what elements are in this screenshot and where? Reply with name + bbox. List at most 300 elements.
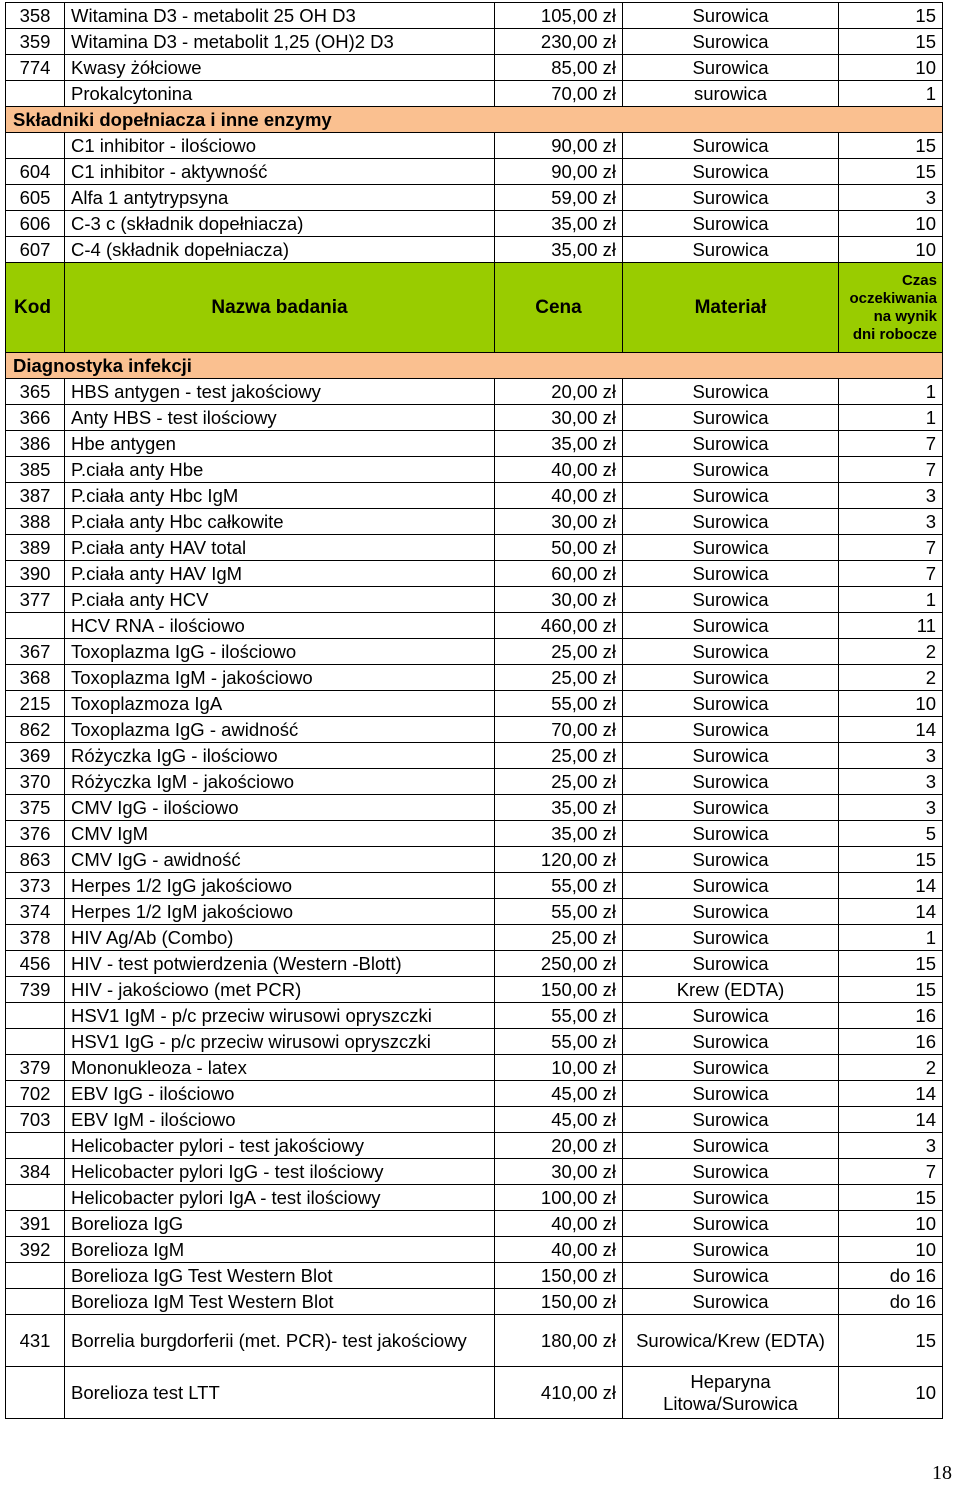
cell-time: 5 — [839, 821, 943, 847]
column-header-row — [6, 263, 943, 353]
cell-price: 35,00 zł — [495, 237, 623, 263]
cell-name: Alfa 1 antytrypsyna — [65, 185, 495, 211]
cell-time: 14 — [839, 873, 943, 899]
cell-time: 14 — [839, 1081, 943, 1107]
cell-material: Surowica — [623, 1289, 839, 1315]
cell-name: Toxoplazma IgM - jakościowo — [65, 665, 495, 691]
cell-price: 30,00 zł — [495, 509, 623, 535]
cell-time: 7 — [839, 561, 943, 587]
cell-material: Surowica — [623, 55, 839, 81]
cell-name: Borelioza IgM Test Western Blot — [65, 1289, 495, 1315]
table-row — [6, 1159, 943, 1185]
cell-name: Mononukleoza - latex — [65, 1055, 495, 1081]
cell-name: C1 inhibitor - aktywność — [65, 159, 495, 185]
cell-name: Hbe antygen — [65, 431, 495, 457]
cell-price: 25,00 zł — [495, 639, 623, 665]
table-row — [6, 1081, 943, 1107]
cell-name: Toxoplazma IgG - awidność — [65, 717, 495, 743]
cell-material: Surowica — [623, 379, 839, 405]
cell-kod — [6, 1289, 65, 1315]
cell-price: 55,00 zł — [495, 899, 623, 925]
cell-material: Surowica — [623, 769, 839, 795]
cell-time: 3 — [839, 743, 943, 769]
cell-name: CMV IgG - ilościowo — [65, 795, 495, 821]
table-row — [6, 847, 943, 873]
cell-material: Surowica — [623, 873, 839, 899]
table-row — [6, 821, 943, 847]
cell-price: 45,00 zł — [495, 1107, 623, 1133]
cell-time: 10 — [839, 211, 943, 237]
table-row — [6, 1029, 943, 1055]
cell-name: P.ciała anty Hbc IgM — [65, 483, 495, 509]
table-row — [6, 691, 943, 717]
cell-material: Surowica — [623, 951, 839, 977]
table-row — [6, 509, 943, 535]
table-row — [6, 1003, 943, 1029]
header-time-line4: dni robocze — [852, 325, 937, 343]
table-row — [6, 1107, 943, 1133]
cell-kod: 377 — [6, 587, 65, 613]
cell-price: 50,00 zł — [495, 535, 623, 561]
cell-material: Surowica — [623, 405, 839, 431]
cell-kod: 378 — [6, 925, 65, 951]
cell-name: P.ciała anty HAV total — [65, 535, 495, 561]
cell-price: 40,00 zł — [495, 483, 623, 509]
rows-complement-group — [6, 133, 943, 263]
cell-kod: 388 — [6, 509, 65, 535]
cell-material: Surowica — [623, 1237, 839, 1263]
cell-price: 55,00 zł — [495, 1029, 623, 1055]
cell-material: Surowica — [623, 1185, 839, 1211]
cell-time: 15 — [839, 951, 943, 977]
table-row — [6, 977, 943, 1003]
table-row — [6, 1315, 943, 1367]
table-row — [6, 379, 943, 405]
cell-time: 11 — [839, 613, 943, 639]
cell-time: 15 — [839, 1185, 943, 1211]
cell-name: HBS antygen - test jakościowy — [65, 379, 495, 405]
cell-time: do 16 — [839, 1263, 943, 1289]
table-row — [6, 535, 943, 561]
table-row — [6, 3, 943, 29]
cell-time: 1 — [839, 587, 943, 613]
table-row — [6, 237, 943, 263]
cell-name: Herpes 1/2 IgG jakościowo — [65, 873, 495, 899]
cell-name: C-3 c (składnik dopełniacza) — [65, 211, 495, 237]
cell-price: 35,00 zł — [495, 795, 623, 821]
cell-time: 1 — [839, 379, 943, 405]
cell-kod: 374 — [6, 899, 65, 925]
cell-name: Kwasy żółciowe — [65, 55, 495, 81]
cell-price: 85,00 zł — [495, 55, 623, 81]
cell-material: Surowica — [623, 899, 839, 925]
cell-material: Surowica — [623, 1107, 839, 1133]
cell-material: Surowica — [623, 847, 839, 873]
table-row — [6, 211, 943, 237]
cell-name: HIV Ag/Ab (Combo) — [65, 925, 495, 951]
cell-material: Surowica — [623, 639, 839, 665]
cell-price: 35,00 zł — [495, 211, 623, 237]
cell-name: CMV IgG - awidność — [65, 847, 495, 873]
cell-kod: 431 — [6, 1315, 65, 1367]
cell-material: Surowica — [623, 587, 839, 613]
cell-material: Surowica — [623, 237, 839, 263]
cell-name: Helicobacter pylori - test jakościowy — [65, 1133, 495, 1159]
cell-material: Surowica — [623, 821, 839, 847]
cell-time: 7 — [839, 1159, 943, 1185]
cell-kod: 375 — [6, 795, 65, 821]
cell-price: 40,00 zł — [495, 1237, 623, 1263]
cell-material: Surowica — [623, 1003, 839, 1029]
cell-time: 3 — [839, 185, 943, 211]
table-row — [6, 639, 943, 665]
cell-price: 25,00 zł — [495, 925, 623, 951]
cell-kod: 379 — [6, 1055, 65, 1081]
cell-kod — [6, 1263, 65, 1289]
cell-material: Surowica — [623, 431, 839, 457]
cell-time: 15 — [839, 847, 943, 873]
cell-kod: 863 — [6, 847, 65, 873]
rows-infection-group — [6, 379, 943, 1315]
cell-time: 16 — [839, 1003, 943, 1029]
cell-time: 7 — [839, 431, 943, 457]
cell-time: do 16 — [839, 1289, 943, 1315]
cell-kod: 373 — [6, 873, 65, 899]
cell-time: 14 — [839, 899, 943, 925]
cell-name: HIV - jakościowo (met PCR) — [65, 977, 495, 1003]
cell-material: Surowica — [623, 29, 839, 55]
table-row — [6, 1133, 943, 1159]
cell-material: Surowica — [623, 743, 839, 769]
cell-kod: 387 — [6, 483, 65, 509]
cell-price: 25,00 zł — [495, 743, 623, 769]
cell-material: Surowica — [623, 509, 839, 535]
cell-price: 120,00 zł — [495, 847, 623, 873]
cell-name: Witamina D3 - metabolit 25 OH D3 — [65, 3, 495, 29]
cell-material: Surowica — [623, 211, 839, 237]
cell-name: P.ciała anty Hbe — [65, 457, 495, 483]
cell-material: Surowica — [623, 795, 839, 821]
table-row — [6, 899, 943, 925]
table-row — [6, 55, 943, 81]
cell-name: Borrelia burgdorferii (met. PCR)- test jakościowy — [65, 1315, 495, 1367]
table-row — [6, 1185, 943, 1211]
table-row — [6, 665, 943, 691]
cell-price: 90,00 zł — [495, 133, 623, 159]
table-row — [6, 795, 943, 821]
cell-name: HSV1 IgG - p/c przeciw wirusowi opryszczki — [65, 1029, 495, 1055]
cell-price: 30,00 zł — [495, 587, 623, 613]
cell-kod: 862 — [6, 717, 65, 743]
cell-kod — [6, 1367, 65, 1419]
cell-kod: 359 — [6, 29, 65, 55]
cell-material: Surowica — [623, 185, 839, 211]
cell-material: Surowica — [623, 665, 839, 691]
cell-price: 25,00 zł — [495, 769, 623, 795]
cell-price: 35,00 zł — [495, 431, 623, 457]
table-row — [6, 717, 943, 743]
cell-kod: 774 — [6, 55, 65, 81]
cell-price: 45,00 zł — [495, 1081, 623, 1107]
cell-time: 7 — [839, 457, 943, 483]
cell-kod: 389 — [6, 535, 65, 561]
cell-price: 20,00 zł — [495, 1133, 623, 1159]
table-row — [6, 1237, 943, 1263]
cell-material: Surowica — [623, 133, 839, 159]
cell-time: 2 — [839, 665, 943, 691]
cell-name: Anty HBS - test ilościowy — [65, 405, 495, 431]
cell-material: Surowica — [623, 717, 839, 743]
table-row — [6, 159, 943, 185]
cell-name: HCV RNA - ilościowo — [65, 613, 495, 639]
cell-material: Surowica — [623, 1081, 839, 1107]
cell-kod: 370 — [6, 769, 65, 795]
cell-material: Surowica — [623, 561, 839, 587]
cell-time: 10 — [839, 691, 943, 717]
cell-kod — [6, 1003, 65, 1029]
cell-kod: 607 — [6, 237, 65, 263]
cell-kod — [6, 1133, 65, 1159]
section-title: Diagnostyka infekcji — [6, 353, 943, 379]
cell-kod: 376 — [6, 821, 65, 847]
cell-kod — [6, 81, 65, 107]
cell-time: 3 — [839, 483, 943, 509]
cell-time: 2 — [839, 639, 943, 665]
cell-time: 16 — [839, 1029, 943, 1055]
cell-material: Surowica — [623, 159, 839, 185]
table-row — [6, 613, 943, 639]
cell-kod: 702 — [6, 1081, 65, 1107]
cell-price: 100,00 zł — [495, 1185, 623, 1211]
header-time-line1: Czas — [901, 271, 937, 289]
table-row — [6, 81, 943, 107]
cell-price: 30,00 zł — [495, 1159, 623, 1185]
cell-material: Surowica — [623, 535, 839, 561]
cell-name: Różyczka IgM - jakościowo — [65, 769, 495, 795]
cell-name: Toxoplazma IgG - ilościowo — [65, 639, 495, 665]
column-header-group — [6, 263, 943, 379]
table-row — [6, 483, 943, 509]
cell-time: 1 — [839, 81, 943, 107]
cell-material: Surowica — [623, 1263, 839, 1289]
cell-name: Prokalcytonina — [65, 81, 495, 107]
cell-kod — [6, 1185, 65, 1211]
cell-name: Borelioza IgM — [65, 1237, 495, 1263]
cell-kod — [6, 1029, 65, 1055]
cell-kod: 390 — [6, 561, 65, 587]
cell-time: 15 — [839, 159, 943, 185]
cell-name: P.ciała anty HCV — [65, 587, 495, 613]
cell-name: Borelioza IgG Test Western Blot — [65, 1263, 495, 1289]
cell-price: 40,00 zł — [495, 457, 623, 483]
cell-time: 3 — [839, 795, 943, 821]
table-row — [6, 1263, 943, 1289]
table-row — [6, 743, 943, 769]
cell-material: Krew (EDTA) — [623, 977, 839, 1003]
table-row — [6, 1055, 943, 1081]
cell-name: Borelioza IgG — [65, 1211, 495, 1237]
table-row — [6, 587, 943, 613]
cell-time: 15 — [839, 1315, 943, 1367]
cell-price: 55,00 zł — [495, 1003, 623, 1029]
cell-kod — [6, 613, 65, 639]
cell-kod: 365 — [6, 379, 65, 405]
cell-price: 105,00 zł — [495, 3, 623, 29]
cell-price: 90,00 zł — [495, 159, 623, 185]
cell-name: P.ciała anty Hbc całkowite — [65, 509, 495, 535]
cell-kod: 367 — [6, 639, 65, 665]
cell-price: 30,00 zł — [495, 405, 623, 431]
table-row — [6, 405, 943, 431]
cell-price: 35,00 zł — [495, 821, 623, 847]
cell-price: 20,00 zł — [495, 379, 623, 405]
cell-kod — [6, 133, 65, 159]
cell-material: Surowica — [623, 691, 839, 717]
cell-price: 460,00 zł — [495, 613, 623, 639]
cell-kod: 392 — [6, 1237, 65, 1263]
table-row — [6, 925, 943, 951]
rows-top-group — [6, 3, 943, 107]
cell-price: 25,00 zł — [495, 665, 623, 691]
cell-material: Surowica — [623, 1133, 839, 1159]
cell-price: 55,00 zł — [495, 873, 623, 899]
cell-kod: 456 — [6, 951, 65, 977]
table-row — [6, 431, 943, 457]
cell-time: 14 — [839, 717, 943, 743]
cell-material: Surowica — [623, 925, 839, 951]
header-price: Cena — [495, 263, 623, 353]
section-complement-group — [6, 107, 943, 133]
cell-kod: 605 — [6, 185, 65, 211]
cell-kod: 215 — [6, 691, 65, 717]
cell-time: 10 — [839, 237, 943, 263]
cell-material: Surowica — [623, 1055, 839, 1081]
page-number: 18 — [932, 1462, 952, 1484]
header-kod: Kod — [6, 263, 65, 353]
rows-tall-group — [6, 1315, 943, 1419]
cell-price: 180,00 zł — [495, 1315, 623, 1367]
cell-price: 250,00 zł — [495, 951, 623, 977]
cell-time: 15 — [839, 3, 943, 29]
cell-time: 2 — [839, 1055, 943, 1081]
header-time — [839, 263, 943, 353]
cell-kod: 606 — [6, 211, 65, 237]
cell-name: Helicobacter pylori IgA - test ilościowy — [65, 1185, 495, 1211]
cell-material: Surowica — [623, 1029, 839, 1055]
cell-time: 3 — [839, 1133, 943, 1159]
price-table — [5, 2, 943, 1419]
cell-material: Surowica — [623, 3, 839, 29]
cell-material: Surowica — [623, 1211, 839, 1237]
table-row — [6, 1211, 943, 1237]
header-name: Nazwa badania — [65, 263, 495, 353]
cell-time: 10 — [839, 1211, 943, 1237]
table-row — [6, 561, 943, 587]
cell-kod: 368 — [6, 665, 65, 691]
cell-time: 10 — [839, 55, 943, 81]
cell-material: Surowica — [623, 483, 839, 509]
cell-price: 150,00 zł — [495, 977, 623, 1003]
cell-price: 70,00 zł — [495, 81, 623, 107]
header-time-line3: na wynik — [873, 307, 937, 325]
cell-time: 14 — [839, 1107, 943, 1133]
cell-material: Heparyna Litowa/Surowica — [623, 1367, 839, 1419]
cell-name: HIV - test potwierdzenia (Western -Blott) — [65, 951, 495, 977]
cell-material: Surowica — [623, 1159, 839, 1185]
table-row — [6, 185, 943, 211]
table-row — [6, 951, 943, 977]
cell-time: 15 — [839, 29, 943, 55]
cell-time: 3 — [839, 509, 943, 535]
cell-kod: 358 — [6, 3, 65, 29]
cell-name: CMV IgM — [65, 821, 495, 847]
cell-time: 3 — [839, 769, 943, 795]
cell-name: Herpes 1/2 IgM jakościowo — [65, 899, 495, 925]
cell-material: surowica — [623, 81, 839, 107]
cell-price: 410,00 zł — [495, 1367, 623, 1419]
cell-price: 150,00 zł — [495, 1263, 623, 1289]
cell-kod: 604 — [6, 159, 65, 185]
cell-name: Borelioza test LTT — [65, 1367, 495, 1419]
cell-time: 7 — [839, 535, 943, 561]
cell-kod: 369 — [6, 743, 65, 769]
cell-price: 60,00 zł — [495, 561, 623, 587]
cell-kod: 384 — [6, 1159, 65, 1185]
table-row — [6, 1367, 943, 1419]
cell-kod: 385 — [6, 457, 65, 483]
table-row — [6, 769, 943, 795]
cell-price: 59,00 zł — [495, 185, 623, 211]
cell-price: 40,00 zł — [495, 1211, 623, 1237]
cell-name: Różyczka IgG - ilościowo — [65, 743, 495, 769]
cell-kod: 366 — [6, 405, 65, 431]
table-row — [6, 873, 943, 899]
cell-name: HSV1 IgM - p/c przeciw wirusowi opryszczki — [65, 1003, 495, 1029]
cell-price: 70,00 zł — [495, 717, 623, 743]
cell-time: 15 — [839, 133, 943, 159]
cell-price: 55,00 zł — [495, 691, 623, 717]
table-row — [6, 1289, 943, 1315]
cell-time: 1 — [839, 405, 943, 431]
cell-material: Surowica/Krew (EDTA) — [623, 1315, 839, 1367]
cell-kod: 386 — [6, 431, 65, 457]
cell-material: Surowica — [623, 613, 839, 639]
cell-name: Witamina D3 - metabolit 1,25 (OH)2 D3 — [65, 29, 495, 55]
table-row — [6, 29, 943, 55]
cell-name: Helicobacter pylori IgG - test ilościowy — [65, 1159, 495, 1185]
section-header-complement — [6, 107, 943, 133]
cell-material: Surowica — [623, 457, 839, 483]
cell-name: Toxoplazmoza IgA — [65, 691, 495, 717]
cell-kod: 739 — [6, 977, 65, 1003]
table-row — [6, 133, 943, 159]
cell-price: 150,00 zł — [495, 1289, 623, 1315]
cell-name: P.ciała anty HAV IgM — [65, 561, 495, 587]
cell-name: EBV IgG - ilościowo — [65, 1081, 495, 1107]
cell-name: EBV IgM - ilościowo — [65, 1107, 495, 1133]
cell-time: 15 — [839, 977, 943, 1003]
cell-time: 10 — [839, 1367, 943, 1419]
cell-time: 1 — [839, 925, 943, 951]
cell-price: 10,00 zł — [495, 1055, 623, 1081]
cell-kod: 391 — [6, 1211, 65, 1237]
header-time-line2: oczekiwania — [849, 289, 937, 307]
cell-price: 230,00 zł — [495, 29, 623, 55]
cell-time: 10 — [839, 1237, 943, 1263]
section-title: Składniki dopełniacza i inne enzymy — [6, 107, 943, 133]
cell-name: C-4 (składnik dopełniacza) — [65, 237, 495, 263]
section-header-infection — [6, 353, 943, 379]
